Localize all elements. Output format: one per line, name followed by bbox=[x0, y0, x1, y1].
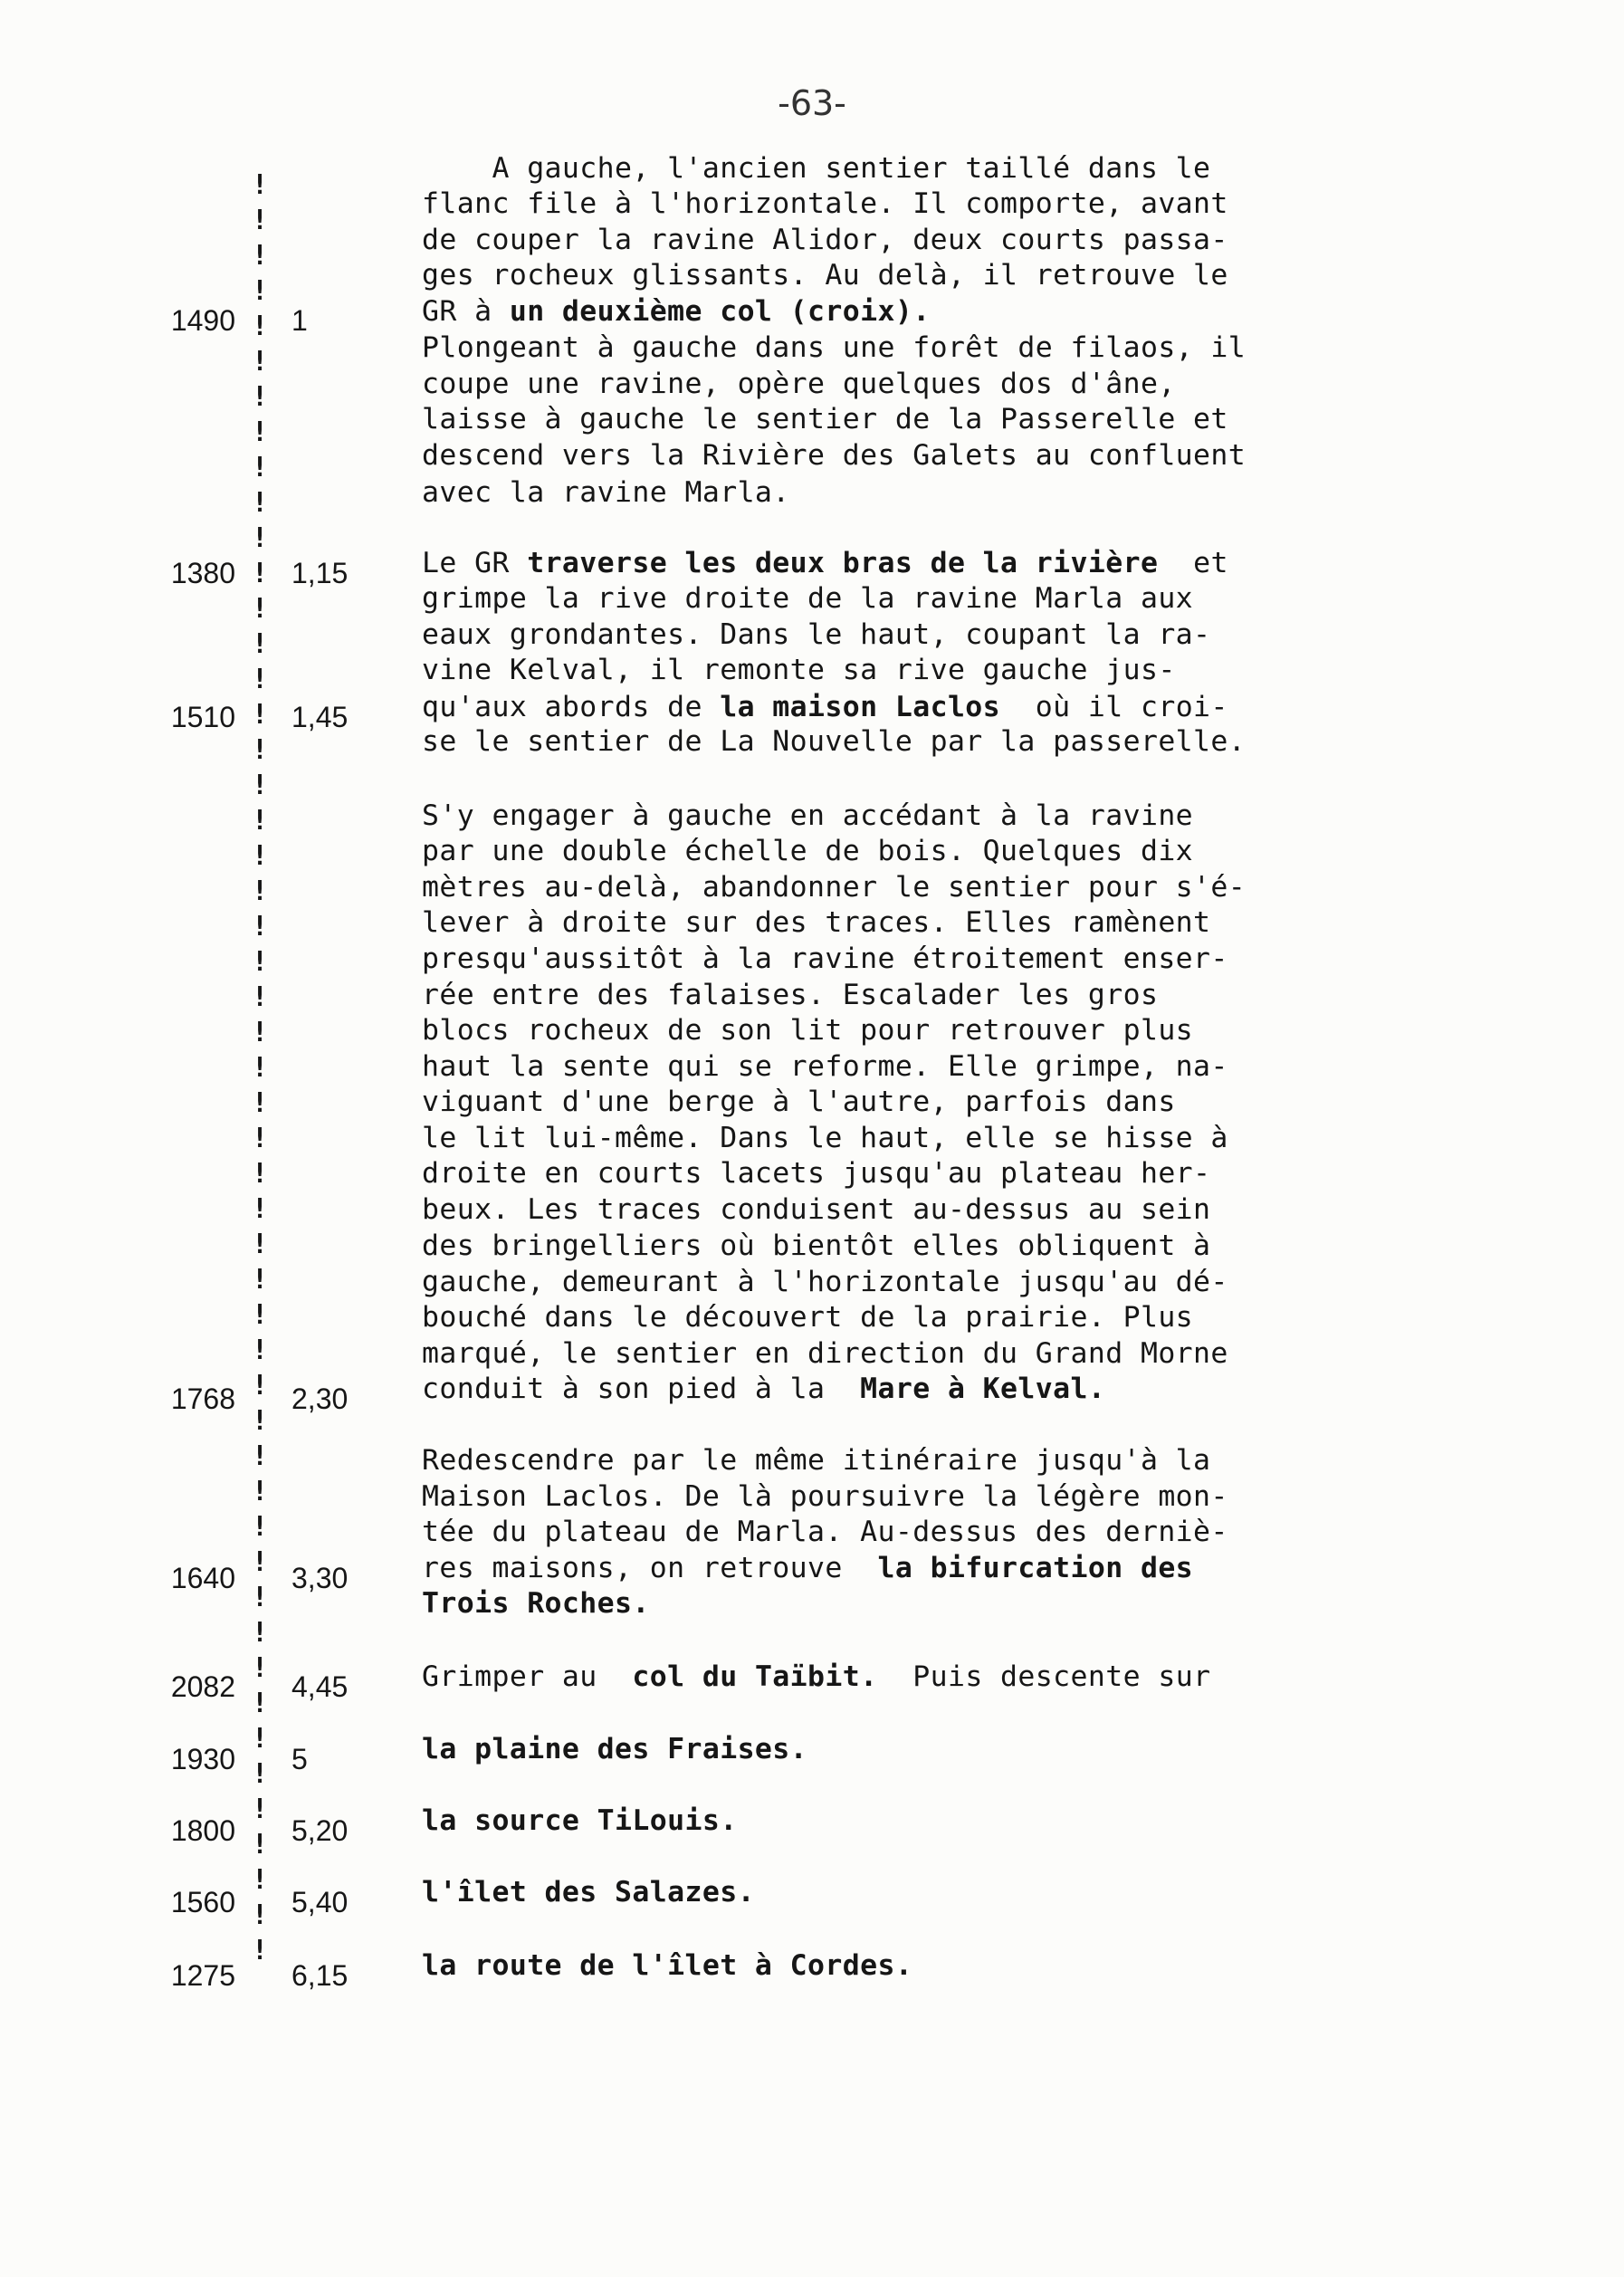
separator-mark: ! bbox=[252, 1229, 269, 1260]
separator-mark: ! bbox=[252, 346, 269, 378]
text-line bbox=[422, 1373, 1105, 1405]
text-line: Maison Laclos. De là poursuivre la légère mon- bbox=[422, 1480, 1228, 1513]
text-line bbox=[422, 1876, 755, 1909]
separator-mark: ! bbox=[252, 1546, 269, 1578]
time: 3,30 bbox=[291, 1562, 349, 1594]
text-line: ges rocheux glissants. Au delà, il retrouve le bbox=[422, 259, 1228, 292]
separator-mark: ! bbox=[252, 381, 269, 413]
text-line: beux. Les traces conduisent au-dessus au sein bbox=[422, 1193, 1211, 1226]
text-line bbox=[422, 1949, 912, 1982]
text-line bbox=[422, 1552, 1193, 1584]
separator-mark: ! bbox=[252, 1758, 269, 1790]
separator-mark: ! bbox=[252, 1052, 269, 1084]
altitude: 1380 bbox=[170, 557, 235, 589]
separator-mark: ! bbox=[252, 1299, 269, 1331]
separator-mark: ! bbox=[252, 1476, 269, 1507]
text-line bbox=[422, 547, 1228, 579]
text-line: viguant d'une berge à l'autre, parfois dans bbox=[422, 1086, 1176, 1118]
altitude: 1560 bbox=[170, 1886, 235, 1918]
time: 5,40 bbox=[291, 1886, 349, 1918]
separator-mark: ! bbox=[252, 946, 269, 978]
page-number: -63- bbox=[778, 83, 846, 123]
text-span: conduit à son pied à la bbox=[422, 1373, 861, 1405]
separator-mark: ! bbox=[252, 240, 269, 272]
separator-mark: ! bbox=[252, 1829, 269, 1861]
separator-mark: ! bbox=[252, 1264, 269, 1296]
text-span: qu'aux abords de bbox=[422, 691, 721, 723]
time: 5 bbox=[291, 1743, 308, 1775]
separator-mark: ! bbox=[252, 1087, 269, 1119]
text-line: vine Kelval, il remonte sa rive gauche jus- bbox=[422, 654, 1176, 686]
separator-mark: ! bbox=[252, 1617, 269, 1649]
text-span: res maisons, on retrouve bbox=[422, 1552, 878, 1584]
text-line: eaux grondantes. Dans le haut, coupant la ra- bbox=[422, 618, 1211, 651]
text-line: rée entre des falaises. Escalader les gros bbox=[422, 979, 1159, 1011]
text-line: lever à droite sur des traces. Elles ramènent bbox=[422, 906, 1211, 939]
altitude: 1930 bbox=[170, 1743, 235, 1775]
altitude: 1275 bbox=[170, 1959, 235, 1992]
text-line: descend vers la Rivière des Galets au confluent bbox=[422, 439, 1247, 472]
separator-mark: ! bbox=[252, 1511, 269, 1543]
separator-mark: ! bbox=[252, 169, 269, 201]
text-line: Redescendre par le même itinéraire jusqu'à la bbox=[422, 1444, 1211, 1477]
altitude: 1490 bbox=[170, 304, 235, 337]
time: 1,15 bbox=[291, 557, 349, 589]
text-line: A gauche, l'ancien sentier taillé dans le bbox=[422, 152, 1211, 185]
text-line: flanc file à l'horizontale. Il comporte, avant bbox=[422, 187, 1228, 220]
text-line: haut la sente qui se reforme. Elle grimpe, na- bbox=[422, 1050, 1228, 1083]
text-line: droite en courts lacets jusqu'au plateau her- bbox=[422, 1157, 1211, 1190]
place-name: la plaine des Fraises. bbox=[422, 1733, 808, 1765]
altitude: 1768 bbox=[170, 1382, 235, 1415]
separator-mark: ! bbox=[252, 275, 269, 307]
separator-mark: ! bbox=[252, 1193, 269, 1225]
separator-mark: ! bbox=[252, 452, 269, 483]
separator-mark: ! bbox=[252, 734, 269, 766]
separator-mark: ! bbox=[252, 1370, 269, 1402]
text-line bbox=[422, 1733, 807, 1765]
text-span: Grimper au bbox=[422, 1660, 633, 1693]
time: 1,45 bbox=[291, 701, 349, 733]
separator-mark: ! bbox=[252, 1794, 269, 1825]
separator-mark: ! bbox=[252, 840, 269, 872]
separator-mark: ! bbox=[252, 1652, 269, 1684]
altitude: 1640 bbox=[170, 1562, 235, 1594]
separator-mark: ! bbox=[252, 522, 269, 554]
text-line bbox=[422, 1587, 650, 1620]
time: 4,45 bbox=[291, 1670, 349, 1703]
text-line bbox=[422, 691, 1228, 723]
text-line: de couper la ravine Alidor, deux courts passa- bbox=[422, 224, 1228, 256]
separator-mark: ! bbox=[252, 1440, 269, 1472]
place-name: la source TiLouis. bbox=[422, 1804, 738, 1837]
time: 2,30 bbox=[291, 1382, 349, 1415]
altitude: 1510 bbox=[170, 701, 235, 733]
place-name: la maison Laclos bbox=[720, 691, 1001, 723]
text-line bbox=[422, 1804, 738, 1837]
separator-mark: ! bbox=[252, 1723, 269, 1755]
text-line: bouché dans le découvert de la prairie. Plus bbox=[422, 1301, 1194, 1334]
text-line: gauche, demeurant à l'horizontale jusqu'au dé- bbox=[422, 1266, 1228, 1298]
separator-mark: ! bbox=[252, 664, 269, 695]
text-line: par une double échelle de bois. Quelques dix bbox=[422, 835, 1194, 867]
text-line: coupe une ravine, opère quelques dos d'âne, bbox=[422, 368, 1176, 400]
place-name: un deuxième col (croix). bbox=[509, 295, 931, 328]
separator-mark: ! bbox=[252, 628, 269, 660]
text-line: presqu'aussitôt à la ravine étroitement enser- bbox=[422, 942, 1228, 975]
text-line: le lit lui-même. Dans le haut, elle se hisse à bbox=[422, 1122, 1228, 1154]
altitude: 2082 bbox=[170, 1670, 235, 1703]
separator-mark: ! bbox=[252, 1123, 269, 1154]
text-line: laisse à gauche le sentier de la Passerelle et bbox=[422, 403, 1228, 435]
place-name: Mare à Kelval. bbox=[860, 1373, 1106, 1405]
text-span: où il croi- bbox=[1000, 691, 1228, 723]
separator-mark: ! bbox=[252, 805, 269, 837]
text-line bbox=[422, 1660, 1210, 1693]
text-line: grimpe la rive droite de la ravine Marla aux bbox=[422, 582, 1194, 615]
place-name: l'îlet des Salazes. bbox=[422, 1876, 755, 1909]
text-line: Plongeant à gauche dans une forêt de filaos, il bbox=[422, 331, 1247, 364]
text-line: des bringelliers où bientôt elles obliquent à bbox=[422, 1229, 1211, 1262]
separator-mark: ! bbox=[252, 1158, 269, 1190]
text-span: GR à bbox=[422, 295, 510, 328]
separator-mark: ! bbox=[252, 875, 269, 907]
place-name: la bifurcation des bbox=[877, 1552, 1194, 1584]
separator-mark: ! bbox=[252, 1688, 269, 1719]
separator-mark: ! bbox=[252, 1017, 269, 1048]
text-line: blocs rocheux de son lit pour retrouver plus bbox=[422, 1014, 1194, 1047]
text-span: et bbox=[1158, 547, 1228, 579]
separator-mark: ! bbox=[252, 487, 269, 519]
time: 1 bbox=[291, 304, 308, 337]
separator-mark: ! bbox=[252, 699, 269, 731]
separator-mark: ! bbox=[252, 770, 269, 801]
separator-mark: ! bbox=[252, 1582, 269, 1613]
separator-mark: ! bbox=[252, 593, 269, 625]
separator-mark: ! bbox=[252, 1335, 269, 1366]
separator-mark: ! bbox=[252, 558, 269, 589]
text-line: se le sentier de La Nouvelle par la passerelle. bbox=[422, 725, 1247, 758]
place-name: Trois Roches. bbox=[422, 1587, 650, 1620]
separator-mark: ! bbox=[252, 416, 269, 448]
text-line: marqué, le sentier en direction du Grand Morne bbox=[422, 1337, 1228, 1370]
text-line: avec la ravine Marla. bbox=[422, 476, 790, 509]
separator-mark: ! bbox=[252, 205, 269, 236]
text-span: Le GR bbox=[422, 547, 528, 579]
text-line: tée du plateau de Marla. Au-dessus des derniè- bbox=[422, 1516, 1228, 1548]
separator-mark: ! bbox=[252, 1405, 269, 1437]
time: 5,20 bbox=[291, 1814, 349, 1847]
text-line: mètres au-delà, abandonner le sentier pour s'é- bbox=[422, 871, 1247, 904]
separator-mark: ! bbox=[252, 311, 269, 342]
separator-mark: ! bbox=[252, 1899, 269, 1931]
text-line bbox=[422, 295, 931, 328]
time: 6,15 bbox=[291, 1959, 349, 1992]
text-line: S'y engager à gauche en accédant à la ravine bbox=[422, 799, 1194, 832]
place-name: col du Taïbit. bbox=[632, 1660, 878, 1693]
separator-mark: ! bbox=[252, 1935, 269, 1966]
separator-mark: ! bbox=[252, 911, 269, 942]
altitude: 1800 bbox=[170, 1814, 235, 1847]
separator-mark: ! bbox=[252, 1864, 269, 1896]
text-span: Puis descente sur bbox=[877, 1660, 1211, 1693]
separator-mark: ! bbox=[252, 981, 269, 1013]
place-name: la route de l'îlet à Cordes. bbox=[422, 1949, 913, 1982]
place-name: traverse les deux bras de la rivière bbox=[527, 547, 1159, 579]
separator-marks bbox=[244, 0, 272, 2277]
